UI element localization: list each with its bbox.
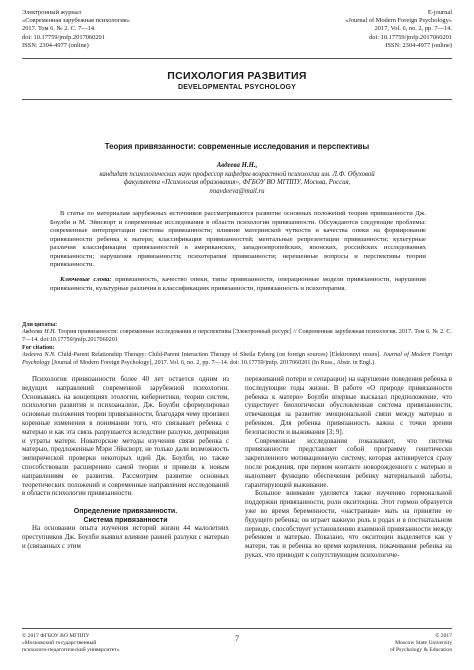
author-email: nnavdeeva@mail.ru bbox=[209, 187, 265, 195]
journal-header-en bbox=[345, 9, 452, 50]
header-line: E-journal bbox=[427, 9, 452, 16]
body-paragraph: Современные исследования показывают, что система привязанности представляет собой программу генетически закрепленного мотивационную систему, которая активируется сразу после рождения, при первом контакте новорожденного с матерью и выполняет функцию обеспечения ребенку материальной заботы, гарантирующей выживание. bbox=[245, 437, 452, 489]
author-name: Авдеева Н.Н., bbox=[216, 162, 258, 169]
citation-en-label: For citation: bbox=[22, 345, 55, 351]
footer-divider bbox=[22, 628, 452, 629]
header-line: «Journal of Modern Foreign Psychology» bbox=[345, 17, 452, 25]
footer-line: «Московский государственный bbox=[22, 640, 97, 646]
footer-line: of Psychology & Education bbox=[390, 647, 452, 653]
keywords-text: привязанность, качество опеки, типы привязанности, операционные модели привязанности, нарушения привязанности, культурные различия в классификациях привязанности, привязанность и психотерапия. bbox=[50, 276, 427, 292]
body-column-left bbox=[22, 376, 229, 552]
footer-line: Moscow State University bbox=[395, 640, 452, 646]
header-line: «Современная зарубежная психология» bbox=[22, 17, 130, 25]
citation-en-author: Avdeeva N.N. bbox=[22, 352, 56, 359]
citation-en-text: Child-Parent Relationship Therapy: Child-Parent Interaction Therapy of Sheila Eyberg (on foreign sources) [Elektronnyi resurs]. bbox=[57, 352, 381, 359]
citation-ru-text: Теория привязанности: современные исследования и перспективы [Электронный ресурс] // Современная зарубежная психология. 2017. Том 6. № 2. С. 7—14. doi:10.17759/jmfp.2017060201 bbox=[22, 329, 453, 343]
body-paragraph: На основании опыта изучения историй жизни 44 малолетних преступников Дж. Боулби выявил влияние ранней разлуки с матерью и (связанных с этим bbox=[22, 525, 229, 550]
section-title bbox=[0, 70, 474, 93]
header-line: ISSN: 2304-4977 (online) bbox=[385, 41, 452, 49]
author-block bbox=[60, 162, 414, 196]
keywords bbox=[50, 276, 426, 293]
header-line: doi: 10.17759/jmfp.2017060201 bbox=[22, 33, 105, 41]
abstract: В статье по материалам зарубежных источников рассматриваются развитие основных положений теории привязанности Дж. Боулби и М. Эйнсворт и современные исследования в области психологии привязанности. Обсуждаются следующие проблемы: современные интерпретации системы привязанности; влияние материнской чуткости и качества опеки на формирование привязанности ребенка к матери; классификация привязанностей; ментальные репрезентации привязанности; культурные различия классификации привязанностей в американских, западноевропейских, японских, российских исследованиях привязанности; нарушения привязанности; психотерапия привязанности; нерешенные вопросы и перспективы теории привязанности. bbox=[50, 210, 426, 268]
citation-ru-label: Для цитаты: bbox=[22, 322, 58, 328]
section-title-ru: ПСИХОЛОГИЯ РАЗВИТИЯ bbox=[167, 70, 307, 82]
body-paragraph: Психология привязанности более 40 лет остается одним из ведущих направлений современной зарубежной психологии. Основываясь на концепциях этологии, кибернетики, теории систем, психологии развития и психоанализе, Дж. Боулби сформулировал основные положения теории привязанности, благодаря чему произвел коренные изменения в понимании того, что связывает ребенка с матерью и как эта связь разрушается вследствие разлуки, депривации и утраты матери. Новаторские методы изучения связи ребенка с матерью, предложенные Мэри Эйнсворт, не только дали возможность эмпирической проверки некоторых идей Дж. Боулби, но также способствовали расширению самой теории и привели к новым направлениям ее развития. Рассмотрим развитие основных теоретических положений и современные направления исследований в области психологии привязанности. bbox=[22, 376, 229, 498]
body-column-right bbox=[245, 376, 452, 561]
citation-ru-author: Авдеева Н.Н. bbox=[22, 329, 57, 336]
body-paragraph: Большое внимание уделяется также изучению гормональной поддержки привязанности, роли окситоцина. Этот гормон образуется уже во время беременности, «настраивая» мать на принятие ее будущего ребенка; он играет важную роль в родах и в постнатальном периоде, способствует установлению взаимной привязанности между ребенком и матерью. Показано, что окситоцин выделяется как у матери, так и ребенка во время кормления, покачивания ребенка на руках, что приводит к сопутствующим психологиче- bbox=[245, 490, 452, 559]
footer-line: психолого-педагогический университет» bbox=[22, 647, 120, 653]
header-line: doi: 10.17759/jmfp.2017060201 bbox=[369, 33, 452, 41]
subsection-heading bbox=[22, 507, 229, 525]
header-line: 2017, Vol. 6, no. 2, pp. 7—14. bbox=[374, 25, 452, 33]
citation-en-text: [Journal of Modern Foreign Psychology], 2017. Vol. 6, no. 2, pp. 7—14. doi: 10.17759/jmfp. 2017060201 (In Russ., Abstr. in Engl.). bbox=[51, 359, 376, 366]
footer-line: © 2017 ФГБОУ ВО МГППУ bbox=[22, 633, 90, 639]
keywords-label: Ключевые слова: bbox=[60, 276, 112, 283]
citation-en-journal: Journal of Modern Foreign Psychology bbox=[22, 352, 452, 366]
header-line: 2017. Том 6. № 2. С. 7—14. bbox=[22, 25, 96, 33]
page-number: 7 bbox=[235, 634, 239, 643]
author-affiliation: факультета «Психология образования», ФГБОУ ВО МГППУ, Москва, Россия, bbox=[123, 179, 351, 187]
journal-header-ru bbox=[22, 9, 130, 50]
subsection-heading-line: Система привязанности bbox=[83, 517, 168, 525]
body-paragraph: переживаний потери и сепарации) на нарушение поведения ребенка в последующие годы жизни. В работе «О природе привязанности ребенка к матери» Боулби впервые высказал предположение, что существует биологически обусловленная система привязанности, отвечающая за развитие эмоциональной связи между матерью и ребенком. Для ребенка привязанность важна с точки зрения безопасности и выживания [3; 9]. bbox=[245, 376, 452, 436]
header-line: Электронный журнал bbox=[22, 9, 81, 16]
article-title: Теория привязанности: современные исследования и перспективы bbox=[104, 142, 370, 151]
author-affiliation: кандидат психологических наук профессор кафедры возрастной психологии им. Л.Ф. Обуховой bbox=[99, 170, 375, 178]
footer-copyright-en bbox=[390, 633, 452, 654]
citation-en bbox=[22, 345, 452, 367]
subsection-heading-line: Определение привязанности. bbox=[73, 508, 178, 516]
header-line: ISSN: 2304-4977 (online) bbox=[22, 41, 89, 49]
section-title-en: DEVELOPMENTAL PSYCHOLOGY bbox=[177, 84, 297, 91]
citation-ru bbox=[22, 322, 452, 344]
section-divider bbox=[22, 99, 452, 100]
footer-line: © 2017 bbox=[435, 633, 452, 639]
header-divider bbox=[22, 58, 452, 59]
